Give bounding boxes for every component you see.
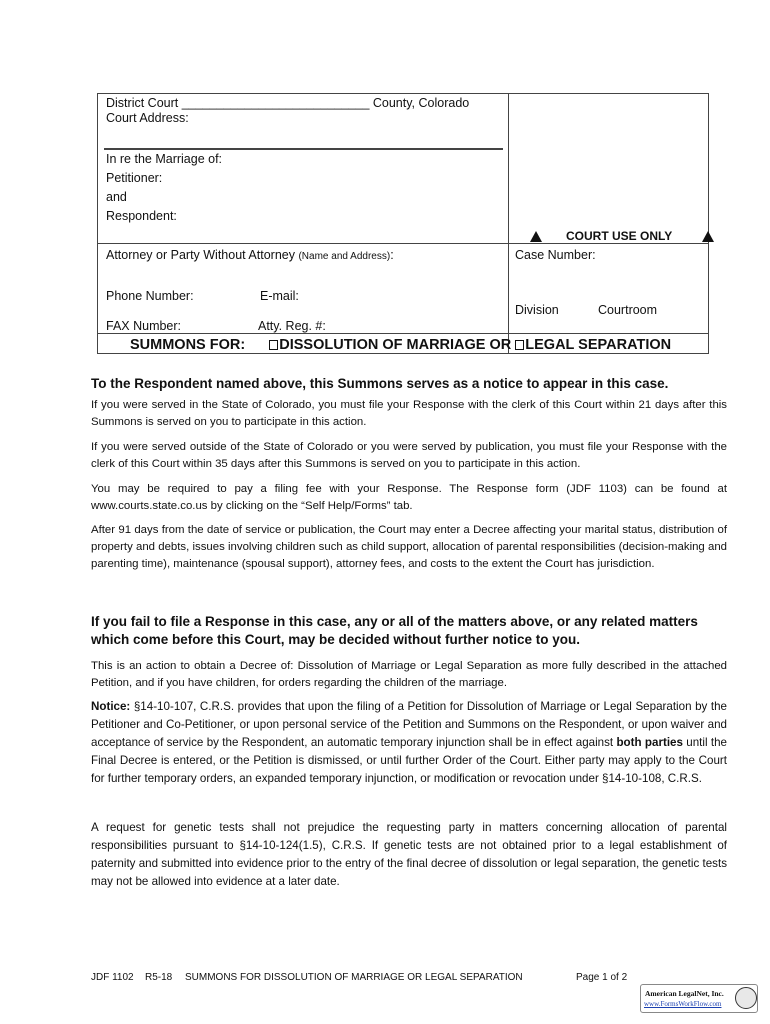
footer-form-title: SUMMONS FOR DISSOLUTION OF MARRIAGE OR LEGAL SEPARATION xyxy=(185,972,523,983)
legal-separation-checkbox[interactable] xyxy=(515,340,524,350)
court-use-only-label: COURT USE ONLY xyxy=(566,229,673,243)
caption-divider-bottom xyxy=(97,333,709,334)
footer-form-id: JDF 1102 xyxy=(91,972,134,983)
paragraph-action: This is an action to obtain a Decree of: Dissolution of Marriage or Legal Separation as more fully described in the attached Petition, and if you have children, for orders regarding the children of the marriage. xyxy=(91,660,727,689)
paragraph-decree: After 91 days from the date of service or publication, the Court may enter a Decree affecting your marital status, distribution of property and debts, issues involving children such as child support, allocation of parental responsibilities (decision-making and parenting time), maintenance (spousal support), attorney fees, and costs to the extent the Court has jurisdiction. xyxy=(91,524,727,570)
court-address-label: Court Address: xyxy=(106,111,189,125)
both-parties-text: both parties xyxy=(616,736,683,749)
paragraph-genetic-tests: A request for genetic tests shall not prejudice the requesting party in matters concerning allocation of parental responsibilities pursuant to §14-10-124(1.5), C.R.S. If genetic tests are not obtained prior to a legal establishment of paternity and submitted into evidence prior to the entry of the final decree of dissolution or legal separation, the genetic tests may not be allowed into evidence at a later date. xyxy=(91,821,727,888)
dissolution-option: DISSOLUTION OF MARRIAGE OR xyxy=(279,337,512,353)
publisher-name: American LegalNet, Inc. xyxy=(645,989,724,998)
email-label: E-mail: xyxy=(260,289,299,303)
seal-icon xyxy=(735,987,757,1009)
in-re-label: In re the Marriage of: xyxy=(106,152,223,166)
paragraph-filing-fee: You may be required to pay a filing fee with your Response. The Response form (JDF 1103) can be found at www.courts.state.co.us by clicking on the “Self Help/Forms” tab. xyxy=(91,483,727,512)
courtroom-label: Courtroom xyxy=(598,303,658,317)
summons-prefix: SUMMONS FOR: xyxy=(130,337,246,353)
paragraph-served-outside: If you were served outside of the State of Colorado or you were served by publication, you must file your Response with the clerk of this Court within 35 days after this Summons is served on you to participate in this action. xyxy=(91,441,727,470)
paragraph-served-in-colorado: If you were served in the State of Colorado, you must file your Response with the clerk of this Court within 21 days after this Summons is served on you to participate in this action. xyxy=(91,399,727,428)
and-label: and xyxy=(106,190,127,204)
caption-divider-court xyxy=(104,148,503,150)
dissolution-checkbox[interactable] xyxy=(269,340,278,350)
summons-title xyxy=(130,337,671,353)
division-label: Division xyxy=(515,303,559,317)
attorney-note: (Name and Address) xyxy=(298,251,391,262)
notice-heading: To the Respondent named above, this Summons serves as a notice to appear in this case. xyxy=(91,376,669,391)
caption-divider-vertical xyxy=(508,93,509,354)
district-court-line: District Court ___________________________ County, Colorado xyxy=(106,96,470,110)
footer-page-number: Page 1 of 2 xyxy=(576,972,628,983)
fax-label: FAX Number: xyxy=(106,319,182,333)
footer-revision: R5-18 xyxy=(145,972,173,983)
paragraph-notice: Notice: §14-10-107, C.R.S. provides that upon the filing of a Petition for Dissolution of Marriage or Legal Separation by the Petitioner and Co-Petitioner, or upon personal service of the Petition and Summons on the Respondent, or upon waiver and acceptance of service by the Respondent, an automatic temporary injunction shall be in effect against both parties until the Final Decree is entered, or the Petition is dismissed, or until further Order of the Court. Either party may apply to the Court for further temporary orders, an expanded temporary injunction, or modification or revocation under §14-10-108, C.R.S. xyxy=(91,700,727,785)
petitioner-label: Petitioner: xyxy=(106,171,163,185)
caption-divider-attorney xyxy=(97,243,709,244)
notice-label: Notice: xyxy=(91,700,131,713)
arrow-up-icon xyxy=(702,231,714,242)
warning-heading: If you fail to file a Response in this case, any or all of the matters above, or any related matters which come before this Court, may be decided without further notice to you. xyxy=(91,614,698,647)
case-number-label: Case Number: xyxy=(515,248,596,262)
publisher-link[interactable]: www.FormsWorkFlow.com xyxy=(644,1000,722,1008)
arrow-up-icon xyxy=(530,231,542,242)
legal-separation-option: LEGAL SEPARATION xyxy=(525,337,672,353)
respondent-label: Respondent: xyxy=(106,209,177,223)
phone-label: Phone Number: xyxy=(106,289,194,303)
atty-reg-label: Atty. Reg. #: xyxy=(258,319,326,333)
attorney-label: Attorney or Party Without Attorney (Name and Address): xyxy=(106,248,394,262)
